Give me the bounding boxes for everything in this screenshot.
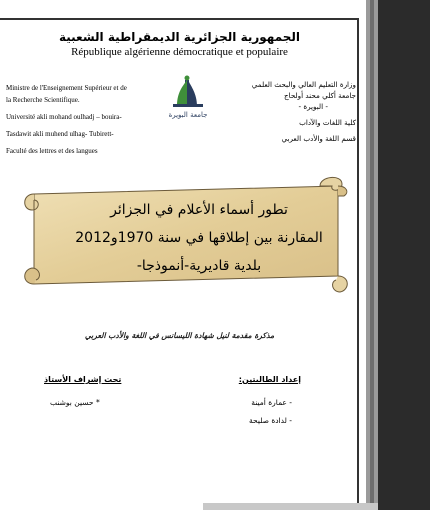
viewer-gutter-shade — [370, 0, 374, 510]
faculty-ar: كلية اللغات والآداب — [299, 118, 356, 127]
memo-description: مذكرة مقدمة لنيل شهادة الليسانس في اللغة والأدب العربي — [84, 331, 275, 340]
faculty-fr: Faculté des lettres et des langues — [6, 147, 98, 155]
student-name-2: - لدادة صليحة — [248, 416, 292, 425]
university-fr-line2: Tasdawit akli muhend ulhag- Tubirett- — [6, 130, 114, 138]
supervisor-name: * حسين بوشنب — [50, 398, 100, 407]
arabic-republic-title: الجمهورية الجزائرية الديمقراطية الشعبية — [58, 30, 301, 44]
title-line1: تطور أسماء الأعلام في الجزائر — [110, 202, 288, 218]
ministry-ar: وزارة التعليم العالي والبحث العلمي — [251, 80, 356, 89]
university-fr-line1: Université akli mohand oulhadj – bouira- — [6, 113, 122, 121]
ministry-fr-line2: la Recherche Scientifique. — [6, 96, 80, 104]
university-ar: جامعة أكلي محند أولحاج — [283, 91, 356, 100]
students-heading: إعداد الطالبتين: — [238, 375, 301, 384]
viewer-background — [378, 0, 430, 510]
title-scroll — [20, 176, 360, 294]
french-republic-title: République algérienne démocratique et populaire — [71, 46, 288, 58]
logo-caption: جامعة البويرة — [168, 111, 208, 119]
city-ar: - البويرة - — [298, 102, 328, 111]
student-name-1: - عمارة أمينة — [251, 398, 292, 407]
ministry-fr-line1: Ministre de l'Enseignement Supérieur et de — [6, 84, 127, 92]
title-line3: بلدية قاديرية-أنموذجا- — [136, 258, 262, 274]
department-ar: قسم اللغة والأدب العربي — [281, 134, 356, 143]
supervisor-heading: تحت إشراف الأستاذ — [44, 375, 122, 384]
horizontal-scrollbar[interactable] — [203, 503, 378, 510]
title-line2: المقارنة بين إطلاقها في سنة 1970و2012 — [75, 230, 323, 246]
